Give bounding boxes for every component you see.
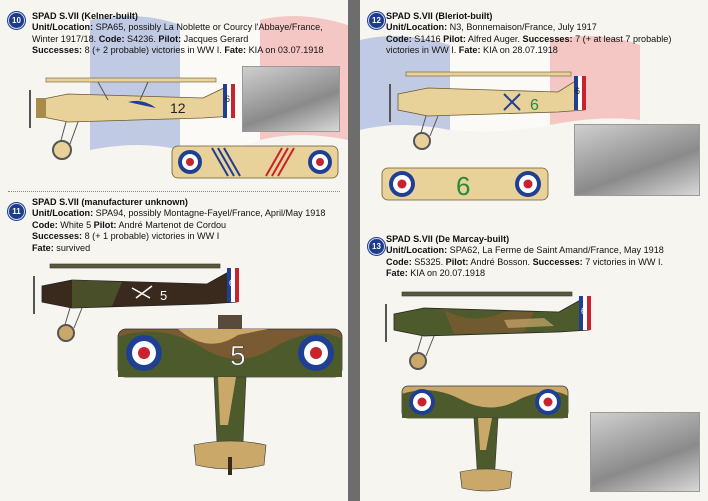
aircraft-side-profile (384, 290, 594, 370)
fate-value: KIA on 20.07.1918 (410, 268, 486, 279)
section-divider (8, 191, 340, 192)
unit-value: N3, Bonnemaison/France, July 1917 (449, 22, 597, 33)
successes-value: 8 (+ 1 probable) victories in WW I (84, 231, 220, 242)
entry-text-block (32, 11, 342, 57)
pilot-photo (242, 66, 340, 132)
entry-text-block (32, 197, 342, 254)
fuselage-code: 5 (160, 288, 168, 303)
fate-value: survived (56, 242, 91, 253)
code-label: Code: (386, 33, 412, 44)
unit-value: SPA65, possibly La Noblette or Courcy l'Abbaye/France, Winter 1917/18. (32, 22, 323, 44)
successes-label: Successes: (32, 45, 83, 56)
wing-code: 6 (456, 171, 471, 201)
fate-label: Fate: (458, 45, 481, 56)
wing-plan-view (172, 144, 342, 180)
successes-label: Successes: (32, 231, 83, 242)
pilot-label: Pilot: (443, 33, 466, 44)
pilot-value: Jacques Gerard (183, 33, 249, 44)
rudder-marking: 6 (229, 278, 235, 288)
entry-number-badge: 13 (368, 238, 385, 255)
entry-text-block (386, 234, 702, 280)
fate-value: KIA on 28.07.1918 (483, 45, 558, 56)
code-value: S4236. (127, 33, 156, 44)
aircraft-title: SPAD S.VII (manufacturer unknown) (32, 197, 188, 207)
successes-label: Successes: (532, 256, 583, 267)
aircraft-side-profile (388, 70, 588, 150)
unit-value: SPA62, La Ferme de Saint Amand/France, May 1918 (449, 245, 664, 256)
fuselage-code: 6 (530, 97, 539, 114)
pilot-value: André Martenot de Cordou (118, 219, 227, 230)
rudder-marking: 6 (225, 94, 231, 104)
entry-text-block (386, 11, 702, 57)
pilot-value: André Bosson. (470, 256, 531, 267)
successes-value: 7 (+ at least 7 probable) victories in WW I. (386, 33, 672, 56)
code-label: Code: (98, 33, 125, 44)
wing-code: 5 (230, 340, 246, 371)
code-label: Code: (386, 256, 412, 267)
fuselage-code: 12 (170, 100, 186, 116)
pilot-value: Alfred Auger. (467, 33, 520, 44)
successes-label: Successes: (522, 33, 573, 44)
unit-label: Unit/Location: (32, 22, 94, 33)
fate-label: Fate: (224, 45, 247, 56)
unit-label: Unit/Location: (386, 245, 448, 256)
rudder-marking: 6 (575, 86, 581, 96)
code-value: White 5 (60, 219, 92, 230)
fate-value: KIA on 03.07.1918 (248, 45, 324, 56)
pilot-photo (574, 124, 700, 196)
right-profile-page (360, 0, 708, 501)
pilot-photo (590, 412, 700, 492)
entry-number-badge: 12 (368, 12, 385, 29)
pilot-label: Pilot: (158, 33, 182, 44)
wing-plan-view (382, 166, 552, 202)
wing-plan-view (402, 380, 572, 498)
successes-value: 8 (+ 2 probable) victories in WW I. (84, 45, 222, 56)
entry-number-badge: 11 (8, 203, 25, 220)
code-value: S1416 (414, 33, 441, 44)
successes-value: 7 victories in WW I. (585, 256, 664, 267)
rudder-marking: 6 (581, 306, 587, 316)
code-value: S5325. (414, 256, 444, 267)
aircraft-title: SPAD S.VII (De Marcay-built) (386, 234, 510, 244)
aircraft-title: SPAD S.VII (Kelner-built) (32, 11, 138, 21)
unit-label: Unit/Location: (386, 22, 448, 33)
pilot-label: Pilot: (93, 219, 117, 230)
pilot-label: Pilot: (445, 256, 469, 267)
left-profile-page (0, 0, 348, 501)
wing-plan-view (118, 315, 344, 485)
unit-label: Unit/Location: (32, 208, 94, 219)
code-label: Code: (32, 219, 58, 230)
aircraft-title: SPAD S.VII (Bleriot-built) (386, 11, 493, 21)
unit-value: SPA94, possibly Montagne-Fayel/France, April/May 1918 (95, 208, 326, 219)
fate-label: Fate: (386, 268, 408, 279)
entry-number-badge: 10 (8, 12, 25, 29)
fate-label: Fate: (32, 242, 54, 253)
